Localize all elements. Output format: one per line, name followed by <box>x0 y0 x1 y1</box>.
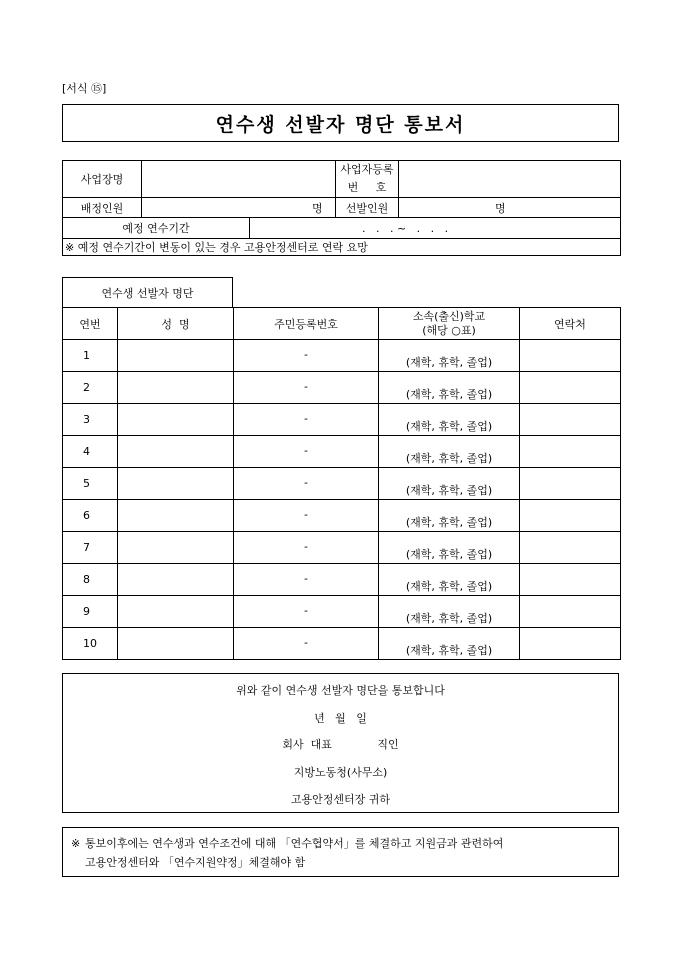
table-row <box>63 340 621 372</box>
reg-no-label-line2: 번 호 <box>347 181 387 194</box>
row-name[interactable] <box>118 596 234 628</box>
row-no: 9 <box>63 596 118 628</box>
row-no: 1 <box>63 340 118 372</box>
row-id[interactable]: - <box>234 468 379 500</box>
confirm-recipient: 고용안정센터장 귀하 <box>290 793 391 806</box>
row-name[interactable] <box>118 436 234 468</box>
row-name[interactable] <box>118 628 234 660</box>
row-id[interactable]: - <box>234 596 379 628</box>
confirmation-box <box>62 673 619 813</box>
assigned-label: 배정인원 <box>63 198 142 218</box>
reg-no-value[interactable] <box>399 161 621 198</box>
col-header-school <box>379 308 520 340</box>
row-status[interactable]: (재학, 휴학, 졸업) <box>379 628 520 660</box>
row-status[interactable]: (재학, 휴학, 졸업) <box>379 532 520 564</box>
col-header-name: 성 명 <box>118 308 234 340</box>
reg-no-label-line1: 사업자등록 <box>340 163 394 176</box>
col-header-school-line2: (해당 ○표) <box>422 323 476 337</box>
row-contact[interactable] <box>520 532 621 564</box>
row-name[interactable] <box>118 564 234 596</box>
row-status[interactable]: (재학, 휴학, 졸업) <box>379 404 520 436</box>
table-row <box>63 404 621 436</box>
table-row <box>63 468 621 500</box>
row-no: 7 <box>63 532 118 564</box>
selected-label: 선발인원 <box>336 198 399 218</box>
trainee-list-table <box>62 307 621 660</box>
row-no: 2 <box>63 372 118 404</box>
row-no: 3 <box>63 404 118 436</box>
row-no: 4 <box>63 436 118 468</box>
row-id[interactable]: - <box>234 500 379 532</box>
row-id[interactable]: - <box>234 404 379 436</box>
row-status[interactable]: (재학, 휴학, 졸업) <box>379 500 520 532</box>
row-contact[interactable] <box>520 436 621 468</box>
row-status[interactable]: (재학, 휴학, 졸업) <box>379 340 520 372</box>
table-row <box>63 596 621 628</box>
note-text-2: 고용안정센터와 「연수지원약정」체결해야 함 <box>85 856 306 869</box>
row-no: 10 <box>63 628 118 660</box>
table-row <box>63 532 621 564</box>
row-contact[interactable] <box>520 596 621 628</box>
form-number-label: [서식 ⑮] <box>62 82 107 95</box>
table-row <box>63 436 621 468</box>
business-info-table <box>62 160 621 256</box>
row-name[interactable] <box>118 404 234 436</box>
row-id[interactable]: - <box>234 564 379 596</box>
table-row <box>63 500 621 532</box>
row-name[interactable] <box>118 340 234 372</box>
row-status[interactable]: (재학, 휴학, 졸업) <box>379 564 520 596</box>
row-status[interactable]: (재학, 휴학, 졸업) <box>379 596 520 628</box>
title-box <box>62 104 619 142</box>
period-notice: ※ 예정 연수기간이 변동이 있는 경우 고용안정센터로 연락 요망 <box>63 239 621 256</box>
row-name[interactable] <box>118 500 234 532</box>
row-no: 5 <box>63 468 118 500</box>
row-id[interactable]: - <box>234 436 379 468</box>
note-text-1: 통보이후에는 연수생과 연수조건에 대해 「연수협약서」를 체결하고 지원금과 관련하여 <box>85 837 504 850</box>
row-name[interactable] <box>118 372 234 404</box>
business-name-value[interactable] <box>142 161 336 198</box>
row-status[interactable]: (재학, 휴학, 졸업) <box>379 372 520 404</box>
assigned-unit[interactable]: 명 <box>142 198 336 218</box>
row-id[interactable]: - <box>234 532 379 564</box>
confirm-company[interactable]: 회사 대표 직인 <box>282 738 399 751</box>
list-heading <box>62 277 233 308</box>
col-header-no: 연번 <box>63 308 118 340</box>
period-label: 예정 연수기간 <box>63 218 250 239</box>
row-id[interactable]: - <box>234 340 379 372</box>
note-line-2 <box>71 853 610 872</box>
page-title: 연수생 선발자 명단 통보서 <box>215 113 466 136</box>
row-id[interactable]: - <box>234 628 379 660</box>
row-contact[interactable] <box>520 468 621 500</box>
col-header-contact: 연락처 <box>520 308 621 340</box>
note-line-1 <box>71 834 610 853</box>
row-name[interactable] <box>118 532 234 564</box>
row-contact[interactable] <box>520 372 621 404</box>
col-header-id: 주민등록번호 <box>234 308 379 340</box>
confirm-office: 지방노동청(사무소) <box>293 766 388 779</box>
note-mark: ※ <box>71 837 81 850</box>
row-no: 6 <box>63 500 118 532</box>
note-box <box>62 827 619 877</box>
row-contact[interactable] <box>520 564 621 596</box>
row-no: 8 <box>63 564 118 596</box>
col-header-school-line1: 소속(출신)학교 <box>412 309 486 323</box>
period-value[interactable]: . . . ~ . . . <box>250 218 621 239</box>
row-id[interactable]: - <box>234 372 379 404</box>
row-status[interactable]: (재학, 휴학, 졸업) <box>379 468 520 500</box>
table-row <box>63 372 621 404</box>
row-contact[interactable] <box>520 500 621 532</box>
list-heading-text: 연수생 선발자 명단 <box>101 287 194 300</box>
confirm-date[interactable]: 년 월 일 <box>314 712 367 725</box>
reg-no-label <box>336 161 399 198</box>
row-contact[interactable] <box>520 628 621 660</box>
row-name[interactable] <box>118 468 234 500</box>
row-contact[interactable] <box>520 340 621 372</box>
business-name-label: 사업장명 <box>63 161 142 198</box>
confirm-statement: 위와 같이 연수생 선발자 명단을 통보합니다 <box>236 684 445 697</box>
row-contact[interactable] <box>520 404 621 436</box>
row-status[interactable]: (재학, 휴학, 졸업) <box>379 436 520 468</box>
table-row <box>63 564 621 596</box>
selected-unit[interactable]: 명 <box>399 198 621 218</box>
table-row <box>63 628 621 660</box>
